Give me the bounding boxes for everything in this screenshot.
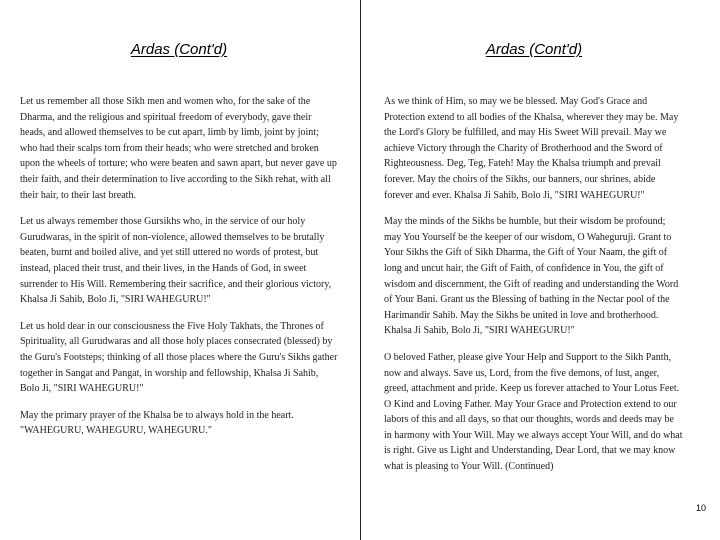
paragraph: Let us always remember those Gursikhs who, in the service of our holy Gurudwaras, in the spirit of non-violence, allowed themselves to be brutally beaten, burnt and boiled alive, and yet still uttered no words of protest, but instead, placed their trust, and their lives, in the Hands of God, in sweet surrender to His Will. Remembering their sacrifice, and their glorious victory, Khalsa Ji Sahib, Bolo Ji, "SIRI WAHEGURU!" <box>20 216 332 306</box>
paragraph: Let us remember all those Sikh men and women who, for the sake of the Dharma, and the religious and spiritual freedom of everybody, gave their heads, and allowed themselves to be cut apart, limb by limb, joint by joint; who had their scalps torn from their heads; who were stretched and broken upon the wheels of torture; who were beaten and sawn apart, but never gave up their faith, and their determination to live according to the Sikh rehat, with all their hair, to their last breath. <box>20 96 337 201</box>
paragraph: May the primary prayer of the Khalsa be to always hold in the heart. "WAHEGURU, WAHEGURU, WAHEGURU." <box>20 409 294 437</box>
paragraph: May the minds of the Sikhs be humble, but their wisdom be profound; may You Yourself be the keeper of our wisdom, O Waheguruji. Grant to Your Sikhs the Gift of Sikh Dharma, the Gift of Your Naam, the gift of long and uncut hair, the Gift of Faith, of confidence in You, the gift of wisdom and discernment, the Gift of reading and understanding the Word of Your Bani. Grant us the Blessing of bathing in the Nectar pool of the Harimandir Sahib. May the Sikhs be united in love and brotherhood. Khalsa Ji Sahib, Bolo Ji, "SIRI WAHEGURU!" <box>384 216 679 337</box>
right-page-title: Ardas (Cont'd) <box>485 41 583 58</box>
left-page-title: Ardas (Cont'd) <box>130 41 228 58</box>
paragraph: As we think of Him, so may we be blessed. May God's Grace and Protection extend to all bodies of the Khalsa, wherever they may be. May the Lord's Glory be fulfilled, and may His Sweet Will prevail. May we achieve Victory through the Charity of Brotherhood and the Sword of Righteousness. Deg, Teg, Fateh! May the Khalsa triumph and prevail forever. May the choirs of the Sikhs, our banners, our shrines, abide forever and ever. Khalsa Ji Sahib, Bolo Ji, "SIRI WAHEGURU!" <box>384 96 679 201</box>
page-number: 10 <box>695 503 706 513</box>
paragraph: Let us hold dear in our consciousness the Five Holy Takhats, the Thrones of Spirituality, all Gurudwaras and all those holy places consecrated (blessed) by the Guru's Footsteps; thinking of all those places where the Guru's Sikhs gather together in Sangat and Pangat, in worship and fellowship, Khalsa Ji Sahib, Bolo Ji, "SIRI WAHEGURU!" <box>20 320 338 395</box>
paragraph: O beloved Father, please give Your Help and Support to the Sikh Panth, now and always. Save us, Lord, from the five demons, of lust, anger, greed, attachment and pride. Keep us forever attached to Your Lotus Feet. O Kind and Loving Father. May Your Grace and Protection extend to our labors of this and all days, so that our thoughts, words and deeds may be in harmony with Your Will. May we always accept Your Will, and do what is right. Give us Light and Understanding, Dear Lord, that we may know what is pleasing to Your Will. (Continued) <box>384 351 683 473</box>
page-divider <box>360 0 361 540</box>
left-page-body <box>20 94 338 450</box>
right-page-body <box>384 94 684 486</box>
